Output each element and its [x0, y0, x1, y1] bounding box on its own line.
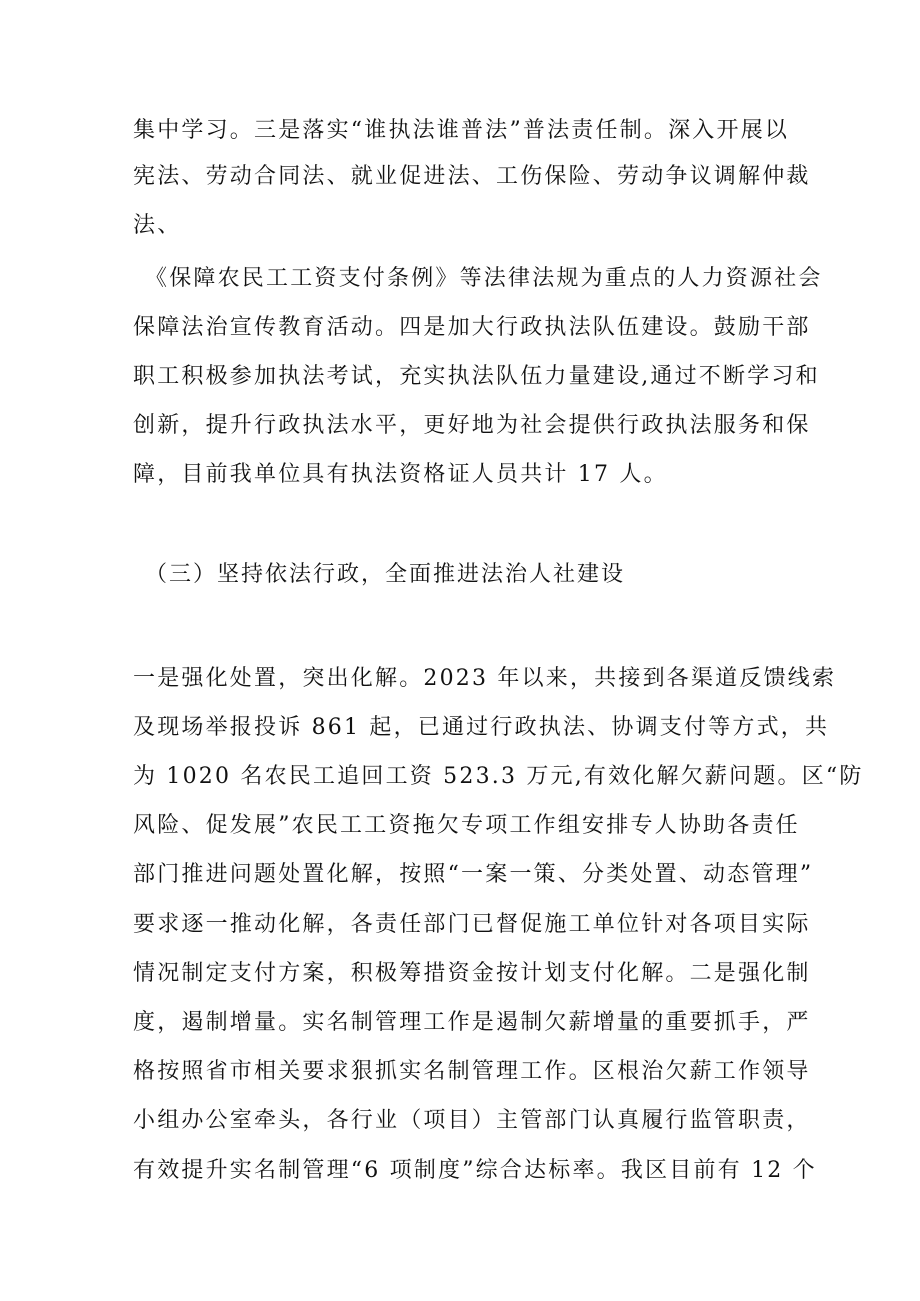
paragraph-line: 格按照省市相关要求狠抓实名制管理工作。区根治欠薪工作领导 [133, 1059, 811, 1084]
paragraph-line: 情况制定支付方案，积极筹措资金按计划支付化解。二是强化制 [133, 961, 811, 986]
paragraph-line: 职工积极参加执法考试，充实执法队伍力量建设,通过不断学习和 [133, 364, 820, 389]
paragraph-line: 障，目前我单位具有执法资格证人员共计 17 人。 [133, 462, 668, 487]
paragraph-line: 要求逐一推动化解，各责任部门已督促施工单位针对各项目实际 [133, 912, 811, 937]
paragraph-line: 度，遏制增量。实名制管理工作是遏制欠薪增量的重要抓手，严 [133, 1010, 811, 1035]
paragraph-line: 风险、促发展”农民工工资拖欠专项工作组安排专人协助各责任 [133, 813, 800, 838]
paragraph-line: 保障法治宣传教育活动。四是加大行政执法队伍建设。鼓励干部 [133, 315, 811, 340]
paragraph-line: 一是强化处置，突出化解。2023 年以来，共接到各渠道反馈线索 [133, 666, 837, 691]
paragraph-line: 为 1020 名农民工追回工资 523.3 万元,有效化解欠薪问题。区“防 [133, 764, 864, 789]
paragraph-line: 部门推进问题处置化解，按照“一案一策、分类处置、动态管理” [133, 862, 814, 887]
paragraph-line: 小组办公室牵头，各行业（项目）主管部门认真履行监管职责， [133, 1108, 811, 1133]
paragraph-line: 宪法、劳动合同法、就业促进法、工伤保险、劳动争议调解仲裁 [133, 164, 811, 189]
section-heading: （三）坚持依法行政，全面推进法治人社建设 [145, 562, 626, 587]
paragraph-line: 法、 [133, 213, 182, 238]
paragraph-line: 集中学习。三是落实“谁执法谁普法”普法责任制。深入开展以 [133, 118, 790, 143]
paragraph-line: 创新，提升行政执法水平，更好地为社会提供行政执法服务和保 [133, 413, 811, 438]
paragraph-line: 及现场举报投诉 861 起，已通过行政执法、协调支付等方式，共 [133, 715, 830, 740]
paragraph-line: 《保障农民工工资支付条例》等法律法规为重点的人力资源社会 [145, 266, 823, 291]
paragraph-line: 有效提升实名制管理“6 项制度”综合达标率。我区目前有 12 个 [133, 1158, 817, 1183]
